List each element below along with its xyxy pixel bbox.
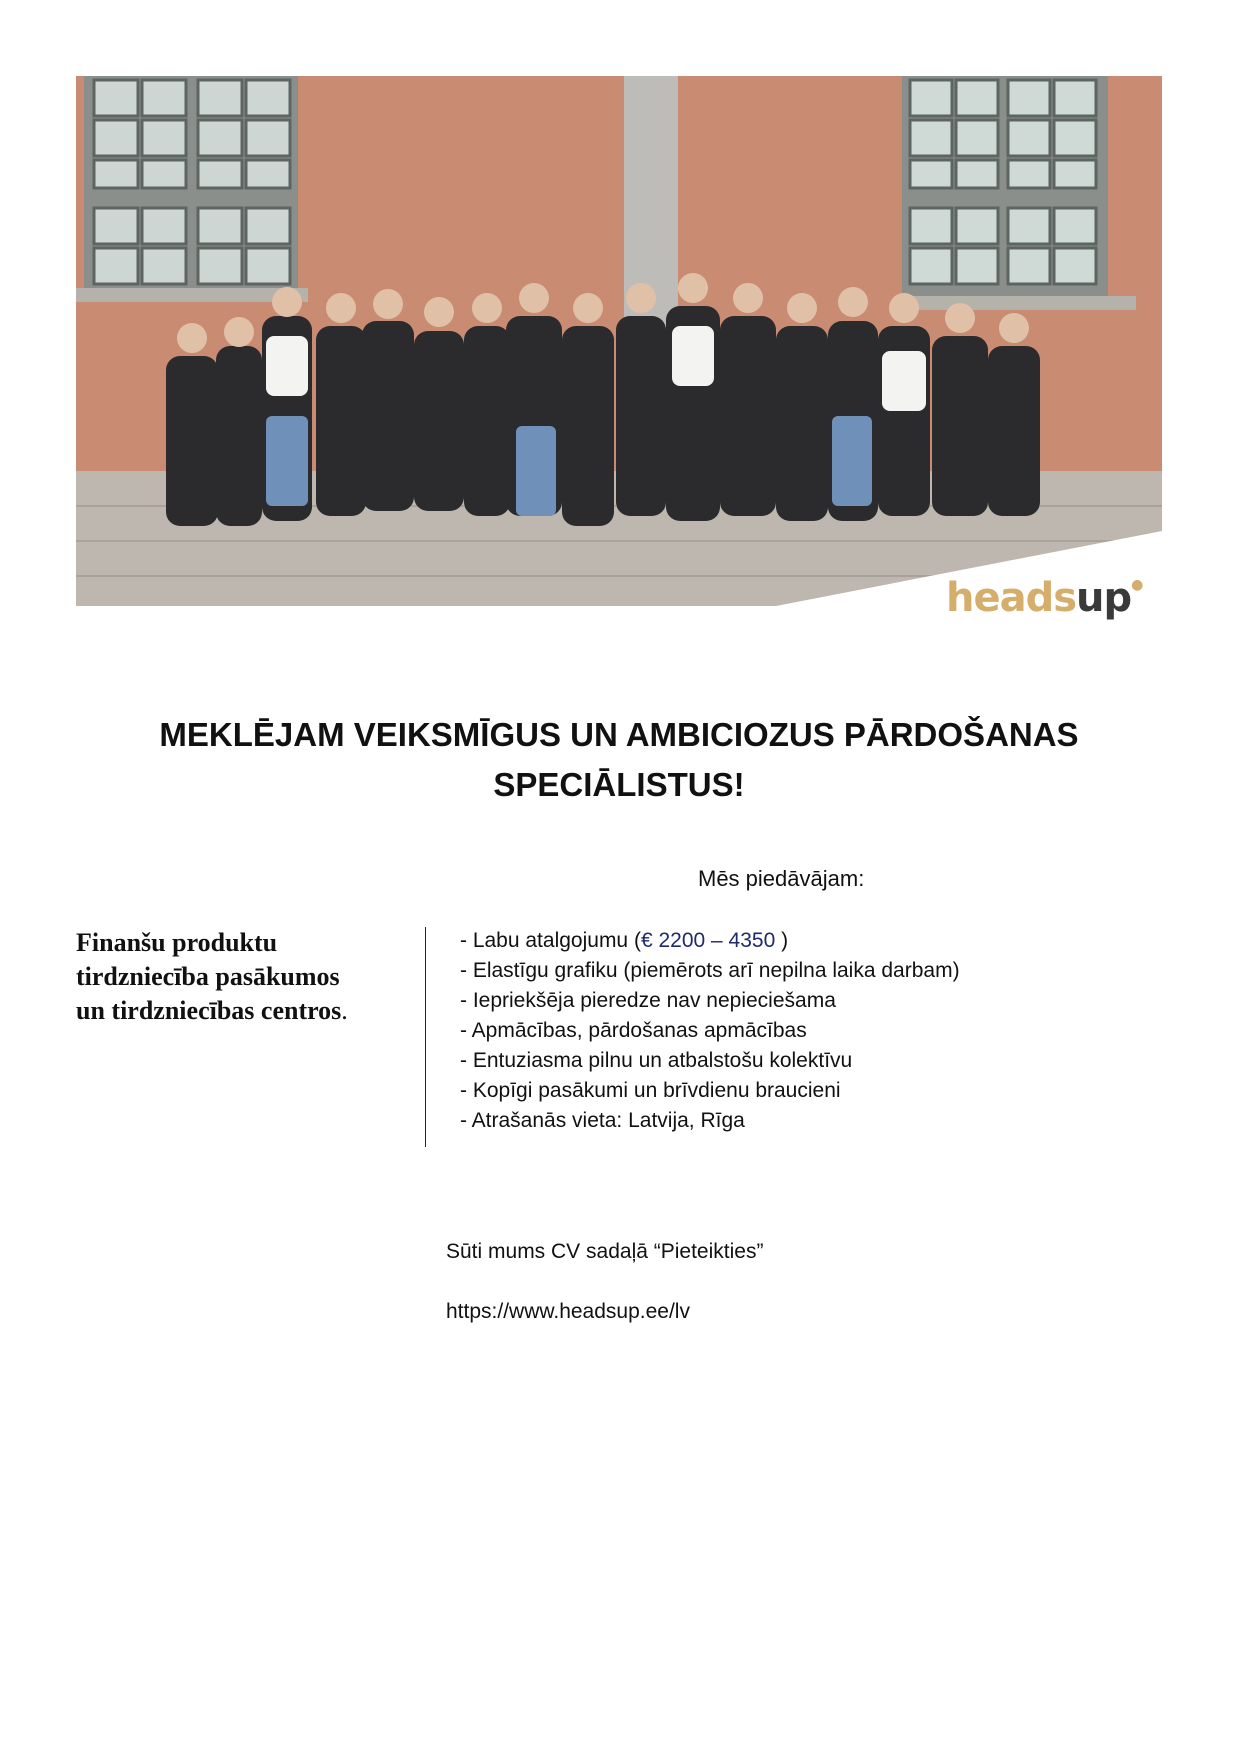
benefits-list xyxy=(460,926,1160,1136)
logo-heads: heads xyxy=(946,575,1077,621)
benefit-item-events: - Kopīgi pasākumi un brīvdienu braucieni xyxy=(460,1079,841,1102)
headsup-logo xyxy=(946,575,1143,621)
offer-label: Mēs piedāvājam: xyxy=(698,866,865,891)
page-title xyxy=(76,710,1162,810)
benefit-item-schedule: - Elastīgu grafiku (piemērots arī nepilna laika darbam) xyxy=(460,959,960,982)
job-description xyxy=(76,926,406,1028)
logo-dot-icon: ● xyxy=(1131,577,1143,593)
job-description-line-3-text: un tirdzniecības centros xyxy=(76,996,342,1025)
logo-up: up xyxy=(1076,575,1132,621)
website-link[interactable]: https://www.headsup.ee/lv xyxy=(446,1300,690,1323)
benefit-salary-prefix: - Labu atalgojumu ( xyxy=(460,929,641,952)
title-line-2: SPECIĀLISTUS! xyxy=(493,766,745,803)
vertical-divider xyxy=(425,927,426,1147)
job-description-line-1: Finanšu produktu xyxy=(76,928,278,957)
apply-instructions: Sūti mums CV sadaļā “Pieteikties” xyxy=(446,1240,764,1263)
salary-range: € 2200 – 4350 xyxy=(640,929,776,952)
job-description-period: . xyxy=(341,996,348,1025)
title-line-1: MEKLĒJAM VEIKSMĪGUS UN AMBICIOZUS PĀRDOŠANAS xyxy=(159,716,1079,753)
hero-photo xyxy=(76,76,1162,606)
benefit-salary-suffix: ) xyxy=(775,929,789,952)
benefit-item-training: - Apmācības, pārdošanas apmācības xyxy=(460,1019,807,1042)
job-description-line-2: tirdzniecība pasākumos xyxy=(76,962,340,991)
benefit-item-team: - Entuziasma pilnu un atbalstošu kolektīvu xyxy=(460,1049,853,1072)
job-description-line-3 xyxy=(76,994,406,1028)
benefit-item-salary xyxy=(460,926,1160,956)
team-photo-illustration xyxy=(76,76,1162,606)
benefit-item-experience: - Iepriekšēja pieredze nav nepieciešama xyxy=(460,989,836,1012)
benefit-item-location: - Atrašanās vieta: Latvija, Rīga xyxy=(460,1109,745,1132)
